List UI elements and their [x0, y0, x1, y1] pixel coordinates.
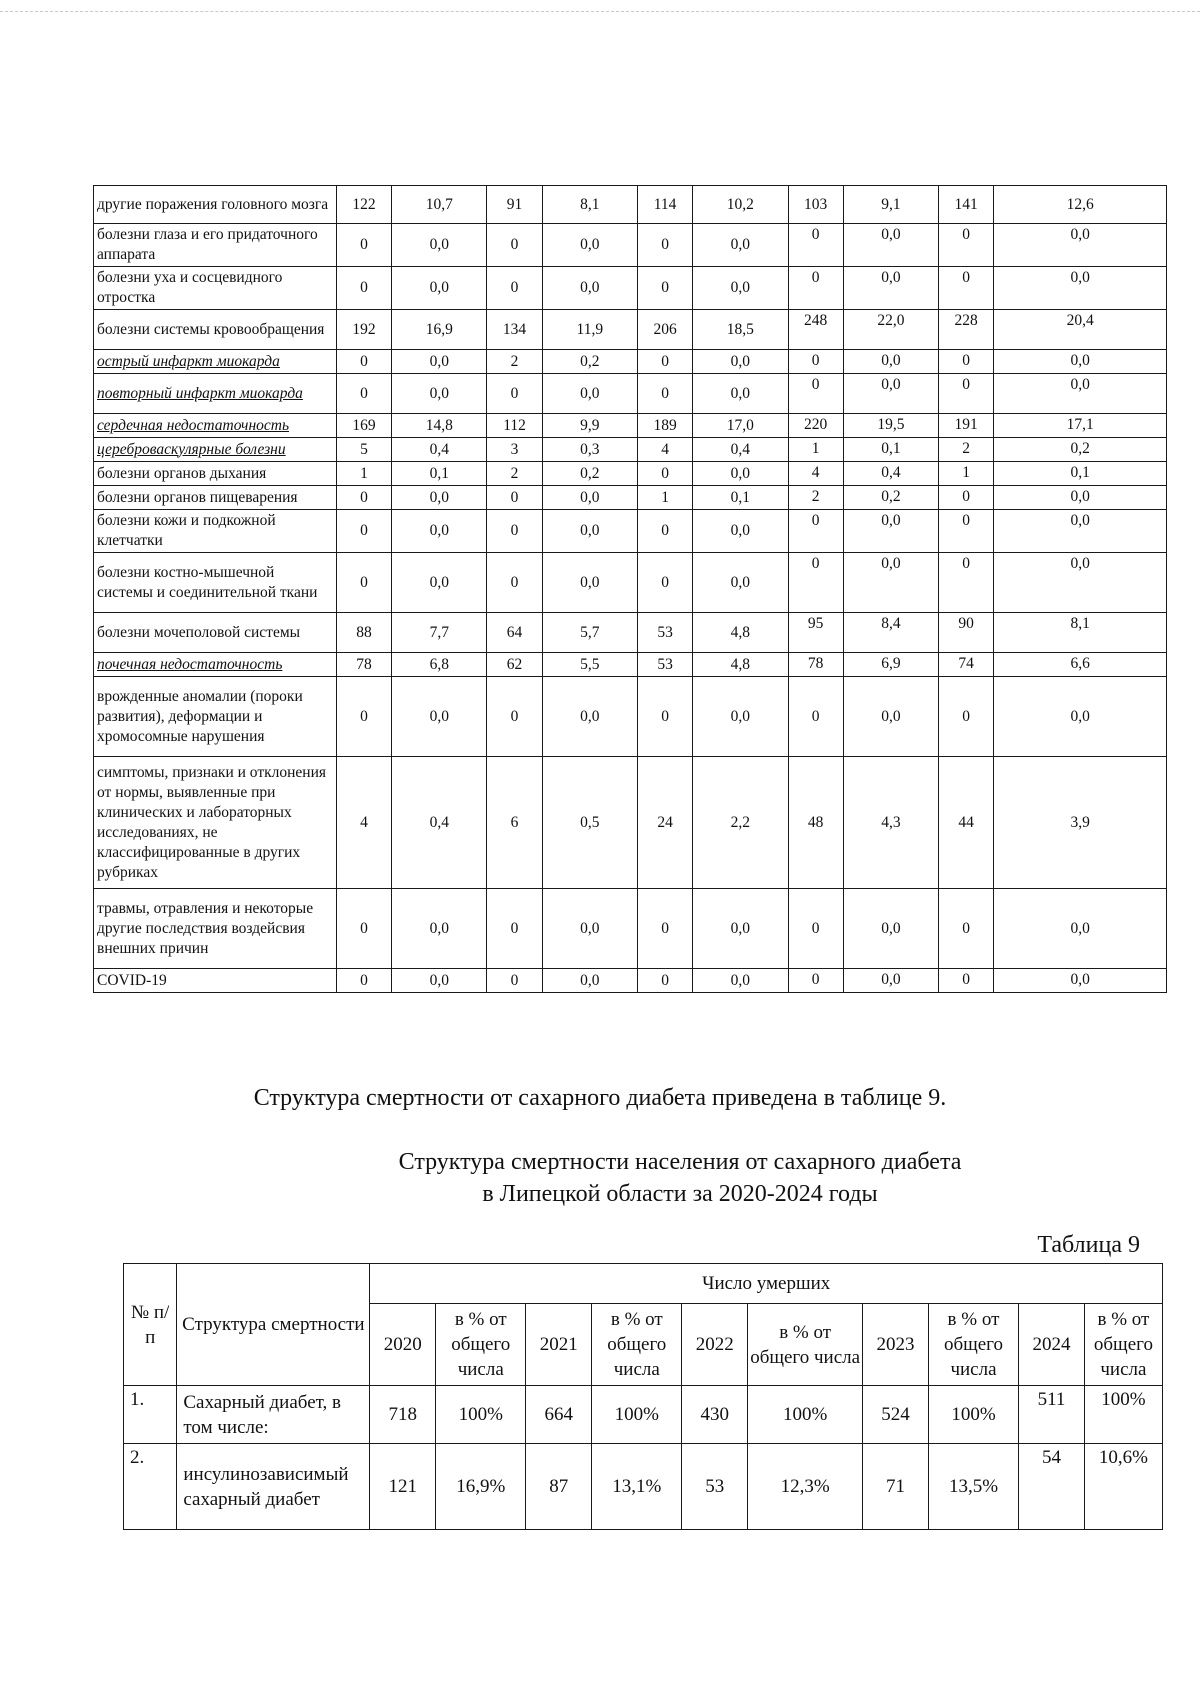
death-count: 0 [788, 677, 843, 757]
death-percent: 13,5% [928, 1444, 1018, 1530]
death-percent: 0,0 [843, 350, 938, 374]
header-percent-of-total: в % от общего числа [436, 1304, 526, 1386]
death-percent: 2,2 [693, 757, 788, 889]
death-count: 134 [487, 310, 542, 350]
death-percent: 18,5 [693, 310, 788, 350]
death-count: 78 [336, 653, 391, 677]
death-count: 0 [788, 267, 843, 310]
death-count: 1 [637, 486, 692, 510]
death-count: 189 [637, 414, 692, 438]
death-count: 0 [939, 267, 994, 310]
death-count: 0 [788, 374, 843, 414]
death-count: 0 [637, 889, 692, 969]
cause-row [94, 969, 1167, 993]
death-count: 0 [939, 889, 994, 969]
death-percent: 3,9 [994, 757, 1167, 889]
death-percent: 19,5 [843, 414, 938, 438]
death-percent: 22,0 [843, 310, 938, 350]
death-percent: 0,3 [542, 438, 637, 462]
death-percent: 0,0 [392, 224, 487, 267]
death-percent: 0,0 [994, 350, 1167, 374]
death-percent: 0,0 [843, 224, 938, 267]
cause-row [94, 677, 1167, 757]
diabetes-mortality-table-body [124, 1386, 1163, 1530]
death-count: 88 [336, 613, 391, 653]
death-percent: 8,1 [542, 186, 637, 224]
death-percent: 4,3 [843, 757, 938, 889]
death-percent: 5,7 [542, 613, 637, 653]
death-percent: 0,0 [693, 889, 788, 969]
death-percent: 0,0 [693, 462, 788, 486]
death-count: 0 [939, 374, 994, 414]
death-count: 87 [526, 1444, 592, 1530]
death-percent: 4,8 [693, 613, 788, 653]
death-count: 1 [939, 462, 994, 486]
death-count: 74 [939, 653, 994, 677]
death-count: 0 [487, 969, 542, 993]
cause-name: болезни уха и сосцевидного отростка [94, 267, 337, 310]
cause-name: другие поражения головного мозга [94, 186, 337, 224]
death-percent: 0,0 [994, 889, 1167, 969]
death-count: 0 [336, 889, 391, 969]
death-percent: 6,6 [994, 653, 1167, 677]
cause-name: симптомы, признаки и отклонения от нормы, выявленные при клинических и лабораторных исследованиях, не классифицированные в других рубриках [94, 757, 337, 889]
death-count: 0 [487, 267, 542, 310]
death-percent: 0,0 [542, 224, 637, 267]
death-count: 0 [637, 462, 692, 486]
death-percent: 100% [1084, 1386, 1162, 1444]
cause-name: болезни органов дыхания [94, 462, 337, 486]
death-percent: 17,1 [994, 414, 1167, 438]
death-percent: 0,0 [994, 969, 1167, 993]
death-count: 0 [637, 510, 692, 553]
header-year: 2023 [863, 1304, 929, 1386]
death-percent: 13,1% [592, 1444, 682, 1530]
cause-name: болезни мочеполовой системы [94, 613, 337, 653]
death-count: 2 [487, 350, 542, 374]
death-count: 1 [788, 438, 843, 462]
death-count: 3 [487, 438, 542, 462]
cause-name: болезни системы кровообращения [94, 310, 337, 350]
death-percent: 9,1 [843, 186, 938, 224]
death-count: 78 [788, 653, 843, 677]
death-percent: 0,0 [693, 267, 788, 310]
cause-name: почечная недостаточность [94, 653, 337, 677]
death-count: 0 [336, 677, 391, 757]
death-count: 0 [336, 224, 391, 267]
death-count: 4 [788, 462, 843, 486]
cause-name: болезни кожи и подкожной клетчатки [94, 510, 337, 553]
death-count: 0 [487, 553, 542, 613]
death-count: 0 [487, 374, 542, 414]
death-percent: 0,0 [843, 374, 938, 414]
death-percent: 8,1 [994, 613, 1167, 653]
death-percent: 0,5 [542, 757, 637, 889]
death-count: 191 [939, 414, 994, 438]
death-percent: 0,0 [693, 350, 788, 374]
death-count: 0 [637, 350, 692, 374]
death-count: 48 [788, 757, 843, 889]
header-year: 2021 [526, 1304, 592, 1386]
death-count: 53 [637, 613, 692, 653]
death-percent: 6,8 [392, 653, 487, 677]
death-percent: 0,1 [994, 462, 1167, 486]
cause-row [94, 553, 1167, 613]
death-percent: 0,2 [542, 462, 637, 486]
death-count: 4 [336, 757, 391, 889]
row-structure-name: Сахарный диабет, в том числе: [177, 1386, 370, 1444]
death-percent: 0,0 [994, 510, 1167, 553]
death-count: 524 [863, 1386, 929, 1444]
intro-paragraph: Структура смертности от сахарного диабета приведена в таблице 9. [253, 1085, 947, 1111]
death-count: 103 [788, 186, 843, 224]
death-count: 0 [637, 553, 692, 613]
cause-name: цереброваскулярные болезни [94, 438, 337, 462]
cause-row [94, 757, 1167, 889]
death-count: 0 [487, 510, 542, 553]
death-count: 718 [370, 1386, 436, 1444]
death-count: 0 [487, 889, 542, 969]
death-count: 0 [939, 677, 994, 757]
death-count: 121 [370, 1444, 436, 1530]
table-title [300, 1146, 1060, 1210]
death-count: 112 [487, 414, 542, 438]
cause-row [94, 267, 1167, 310]
death-percent: 0,0 [392, 969, 487, 993]
death-percent: 0,1 [843, 438, 938, 462]
row-number: 2. [124, 1444, 177, 1530]
diabetes-mortality-table [123, 1263, 1163, 1530]
death-percent: 0,0 [994, 486, 1167, 510]
header-year: 2022 [682, 1304, 748, 1386]
death-percent: 6,9 [843, 653, 938, 677]
cause-row [94, 653, 1167, 677]
death-percent: 100% [748, 1386, 863, 1444]
table-title-line-1: Структура смертности населения от сахарного диабета [398, 1149, 962, 1175]
death-percent: 0,4 [392, 438, 487, 462]
death-percent: 0,0 [542, 553, 637, 613]
death-count: 0 [336, 553, 391, 613]
death-count: 430 [682, 1386, 748, 1444]
cause-row [94, 462, 1167, 486]
death-percent: 0,1 [392, 462, 487, 486]
death-count: 664 [526, 1386, 592, 1444]
death-percent: 0,0 [843, 889, 938, 969]
death-percent: 0,0 [542, 969, 637, 993]
death-percent: 0,2 [542, 350, 637, 374]
death-percent: 0,0 [542, 889, 637, 969]
cause-row [94, 438, 1167, 462]
cause-name: болезни костно-мышечной системы и соединительной ткани [94, 553, 337, 613]
table9-header-row-1 [124, 1264, 1163, 1304]
death-percent: 0,0 [693, 224, 788, 267]
death-percent: 0,2 [843, 486, 938, 510]
death-percent: 0,0 [392, 486, 487, 510]
death-percent: 0,0 [542, 267, 637, 310]
death-percent: 0,0 [392, 510, 487, 553]
death-percent: 0,0 [392, 267, 487, 310]
death-count: 0 [788, 889, 843, 969]
death-count: 206 [637, 310, 692, 350]
death-percent: 20,4 [994, 310, 1167, 350]
death-percent: 0,0 [392, 374, 487, 414]
death-percent: 0,0 [392, 350, 487, 374]
death-count: 248 [788, 310, 843, 350]
death-count: 64 [487, 613, 542, 653]
mortality-causes-table [93, 185, 1167, 993]
death-count: 0 [637, 374, 692, 414]
death-percent: 0,0 [843, 267, 938, 310]
death-count: 90 [939, 613, 994, 653]
death-count: 220 [788, 414, 843, 438]
death-percent: 14,8 [392, 414, 487, 438]
cause-row [94, 310, 1167, 350]
death-percent: 100% [436, 1386, 526, 1444]
cause-name: острый инфаркт миокарда [94, 350, 337, 374]
death-count: 0 [336, 374, 391, 414]
header-percent-of-total: в % от общего числа [1084, 1304, 1162, 1386]
death-count: 95 [788, 613, 843, 653]
death-percent: 0,0 [693, 510, 788, 553]
death-count: 169 [336, 414, 391, 438]
death-count: 0 [336, 510, 391, 553]
death-percent: 0,0 [693, 969, 788, 993]
death-count: 141 [939, 186, 994, 224]
death-percent: 0,0 [392, 553, 487, 613]
death-count: 0 [788, 510, 843, 553]
death-percent: 0,0 [843, 969, 938, 993]
death-count: 0 [939, 486, 994, 510]
death-count: 122 [336, 186, 391, 224]
cause-name: травмы, отравления и некоторые другие последствия воздейсвия внешних причин [94, 889, 337, 969]
death-percent: 0,4 [392, 757, 487, 889]
cause-name: болезни органов пищеварения [94, 486, 337, 510]
death-percent: 0,0 [843, 677, 938, 757]
death-count: 511 [1019, 1386, 1085, 1444]
death-percent: 10,6% [1084, 1444, 1162, 1530]
death-percent: 0,0 [542, 374, 637, 414]
table-label: Таблица 9 [1037, 1232, 1140, 1258]
death-percent: 17,0 [693, 414, 788, 438]
cause-row [94, 613, 1167, 653]
cause-row [94, 510, 1167, 553]
row-structure-name: инсулинозависимый сахарный диабет [177, 1444, 370, 1530]
death-percent: 0,2 [994, 438, 1167, 462]
death-count: 62 [487, 653, 542, 677]
death-percent: 0,0 [392, 677, 487, 757]
death-count: 0 [637, 267, 692, 310]
cause-name: врожденные аномалии (пороки развития), деформации и хромосомные нарушения [94, 677, 337, 757]
death-percent: 0,0 [994, 224, 1167, 267]
death-percent: 0,0 [542, 510, 637, 553]
cause-name: повторный инфаркт миокарда [94, 374, 337, 414]
death-percent: 0,1 [693, 486, 788, 510]
death-percent: 0,0 [994, 374, 1167, 414]
death-percent: 0,0 [693, 374, 788, 414]
cause-name: COVID-19 [94, 969, 337, 993]
death-percent: 0,0 [693, 677, 788, 757]
cause-row [94, 414, 1167, 438]
death-count: 0 [939, 510, 994, 553]
cause-row [94, 186, 1167, 224]
death-count: 0 [939, 553, 994, 613]
death-percent: 0,0 [693, 553, 788, 613]
row-number: 1. [124, 1386, 177, 1444]
death-percent: 0,0 [994, 677, 1167, 757]
death-count: 2 [939, 438, 994, 462]
death-count: 0 [487, 224, 542, 267]
header-percent-of-total: в % от общего числа [748, 1304, 863, 1386]
death-count: 1 [336, 462, 391, 486]
death-percent: 10,2 [693, 186, 788, 224]
death-count: 91 [487, 186, 542, 224]
death-count: 53 [637, 653, 692, 677]
header-year: 2024 [1019, 1304, 1085, 1386]
death-percent: 16,9 [392, 310, 487, 350]
death-percent: 0,0 [843, 510, 938, 553]
death-count: 0 [336, 267, 391, 310]
death-count: 0 [939, 969, 994, 993]
header-deaths-group: Число умерших [370, 1264, 1163, 1304]
death-count: 0 [487, 486, 542, 510]
death-percent: 10,7 [392, 186, 487, 224]
death-count: 114 [637, 186, 692, 224]
death-percent: 4,8 [693, 653, 788, 677]
death-percent: 0,0 [994, 553, 1167, 613]
death-count: 53 [682, 1444, 748, 1530]
death-percent: 0,0 [542, 677, 637, 757]
death-count: 2 [487, 462, 542, 486]
mortality-causes-table-body [94, 186, 1167, 993]
death-count: 71 [863, 1444, 929, 1530]
death-percent: 100% [928, 1386, 1018, 1444]
death-count: 24 [637, 757, 692, 889]
death-count: 0 [788, 553, 843, 613]
death-count: 0 [336, 969, 391, 993]
header-percent-of-total: в % от общего числа [928, 1304, 1018, 1386]
death-percent: 11,9 [542, 310, 637, 350]
death-percent: 16,9% [436, 1444, 526, 1530]
death-count: 0 [788, 350, 843, 374]
cause-row [94, 350, 1167, 374]
cause-name: сердечная недостаточность [94, 414, 337, 438]
death-count: 0 [637, 224, 692, 267]
death-count: 192 [336, 310, 391, 350]
cause-row [94, 374, 1167, 414]
death-count: 5 [336, 438, 391, 462]
death-percent: 0,0 [843, 553, 938, 613]
death-count: 54 [1019, 1444, 1085, 1530]
page-edge-rule [0, 11, 1200, 12]
death-count: 4 [637, 438, 692, 462]
cause-row [94, 889, 1167, 969]
death-count: 0 [788, 224, 843, 267]
table-title-line-2: в Липецкой области за 2020-2024 годы [482, 1181, 878, 1207]
death-count: 0 [336, 350, 391, 374]
death-count: 0 [939, 224, 994, 267]
death-count: 6 [487, 757, 542, 889]
death-percent: 100% [592, 1386, 682, 1444]
death-percent: 12,6 [994, 186, 1167, 224]
death-count: 0 [939, 350, 994, 374]
death-count: 2 [788, 486, 843, 510]
death-count: 44 [939, 757, 994, 889]
death-count: 0 [637, 677, 692, 757]
death-count: 228 [939, 310, 994, 350]
death-percent: 0,4 [693, 438, 788, 462]
death-count: 0 [788, 969, 843, 993]
death-percent: 9,9 [542, 414, 637, 438]
diabetes-row [124, 1386, 1163, 1444]
death-percent: 0,0 [392, 889, 487, 969]
death-count: 0 [487, 677, 542, 757]
header-percent-of-total: в % от общего числа [592, 1304, 682, 1386]
header-year: 2020 [370, 1304, 436, 1386]
cause-row [94, 224, 1167, 267]
death-percent: 5,5 [542, 653, 637, 677]
header-structure: Структура смертности [177, 1264, 370, 1386]
death-percent: 8,4 [843, 613, 938, 653]
death-percent: 12,3% [748, 1444, 863, 1530]
death-percent: 0,0 [994, 267, 1167, 310]
death-percent: 0,4 [843, 462, 938, 486]
diabetes-row [124, 1444, 1163, 1530]
death-percent: 0,0 [542, 486, 637, 510]
cause-name: болезни глаза и его придаточного аппарата [94, 224, 337, 267]
header-num: № п/п [124, 1264, 177, 1386]
death-count: 0 [637, 969, 692, 993]
cause-row [94, 486, 1167, 510]
death-percent: 7,7 [392, 613, 487, 653]
death-count: 0 [336, 486, 391, 510]
